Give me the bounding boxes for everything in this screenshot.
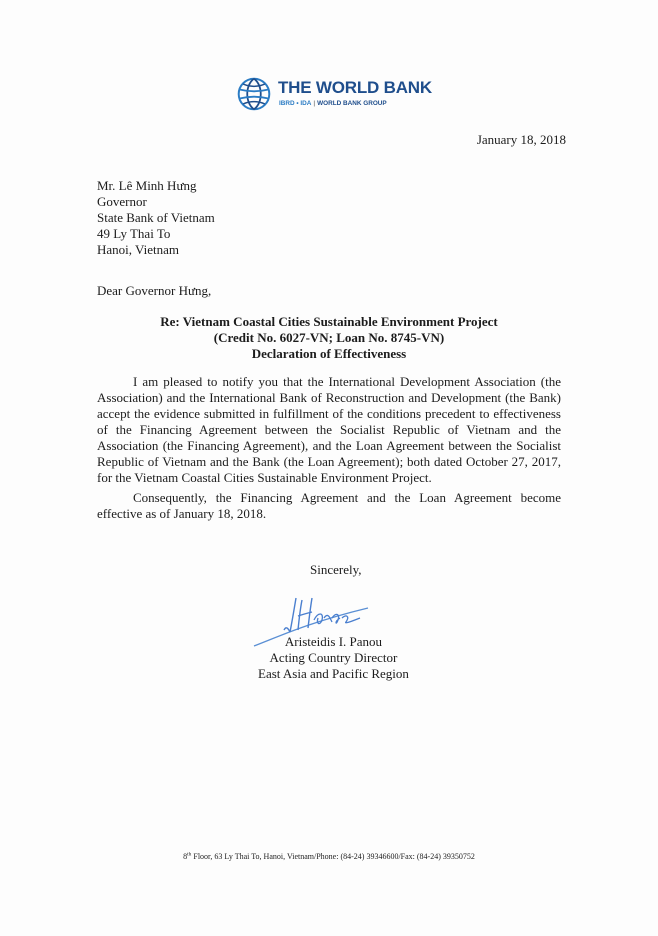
logo-subtitle: [279, 100, 387, 107]
logo-brand-text: THE WORLD BANK: [278, 78, 432, 97]
recipient-title: Governor: [97, 194, 147, 209]
subject-line-1: Re: Vietnam Coastal Cities Sustainable Environment Project: [160, 314, 498, 329]
body-paragraph-2: Consequently, the Financing Agreement and the Loan Agreement become effective as of January 18, 2018.: [97, 490, 561, 521]
subject-block: [97, 314, 561, 362]
recipient-name: Mr. Lê Minh Hưng: [97, 178, 197, 193]
footer-address: [0, 852, 658, 861]
closing: Sincerely,: [310, 562, 362, 577]
world-bank-logo: [236, 74, 436, 118]
subject-line-3: Declaration of Effectiveness: [251, 346, 407, 361]
footer-floor-suffix: th: [187, 851, 192, 858]
signer-block: [258, 634, 409, 682]
recipient-address: [97, 178, 215, 258]
signer-name: Aristeidis I. Panou: [284, 634, 383, 649]
globe-icon: [236, 76, 272, 112]
letter-date: January 18, 2018: [476, 132, 566, 147]
recipient-organization: State Bank of Vietnam: [97, 210, 215, 225]
recipient-city: Hanoi, Vietnam: [97, 242, 180, 257]
footer-floor-number: 8: [183, 852, 188, 861]
body-paragraph-1: I am pleased to notify you that the International Development Association (the Association) and the International Bank of Reconstruction and Development (the Bank) accept the evidence submitted in fulfillment of the conditions precedent to effectiveness of the Financing Agreement between the Socialist Republic of Vietnam and the Association (the Financing Agreement), and the Loan Agreement between the Socialist Republic of Vietnam and the Bank (the Loan Agreement); both dated October 27, 2017, for the Vietnam Coastal Cities Sustainable Environment Project.: [97, 374, 561, 485]
salutation: Dear Governor Hưng,: [97, 283, 212, 298]
logo-group-name: WORLD BANK GROUP: [317, 100, 387, 107]
signer-region: East Asia and Pacific Region: [258, 666, 409, 681]
recipient-street: 49 Ly Thai To: [97, 226, 171, 241]
signer-title: Acting Country Director: [269, 650, 398, 665]
logo-ibrd-ida: IBRD • IDA: [279, 100, 312, 107]
footer-address-text: Floor, 63 Ly Thai To, Hanoi, Vietnam/Phone: (84-24) 39346600/Fax: (84-24) 39350752: [191, 852, 475, 861]
subject-line-2: (Credit No. 6027-VN; Loan No. 8745-VN): [213, 330, 445, 345]
logo-separator: |: [313, 100, 316, 107]
